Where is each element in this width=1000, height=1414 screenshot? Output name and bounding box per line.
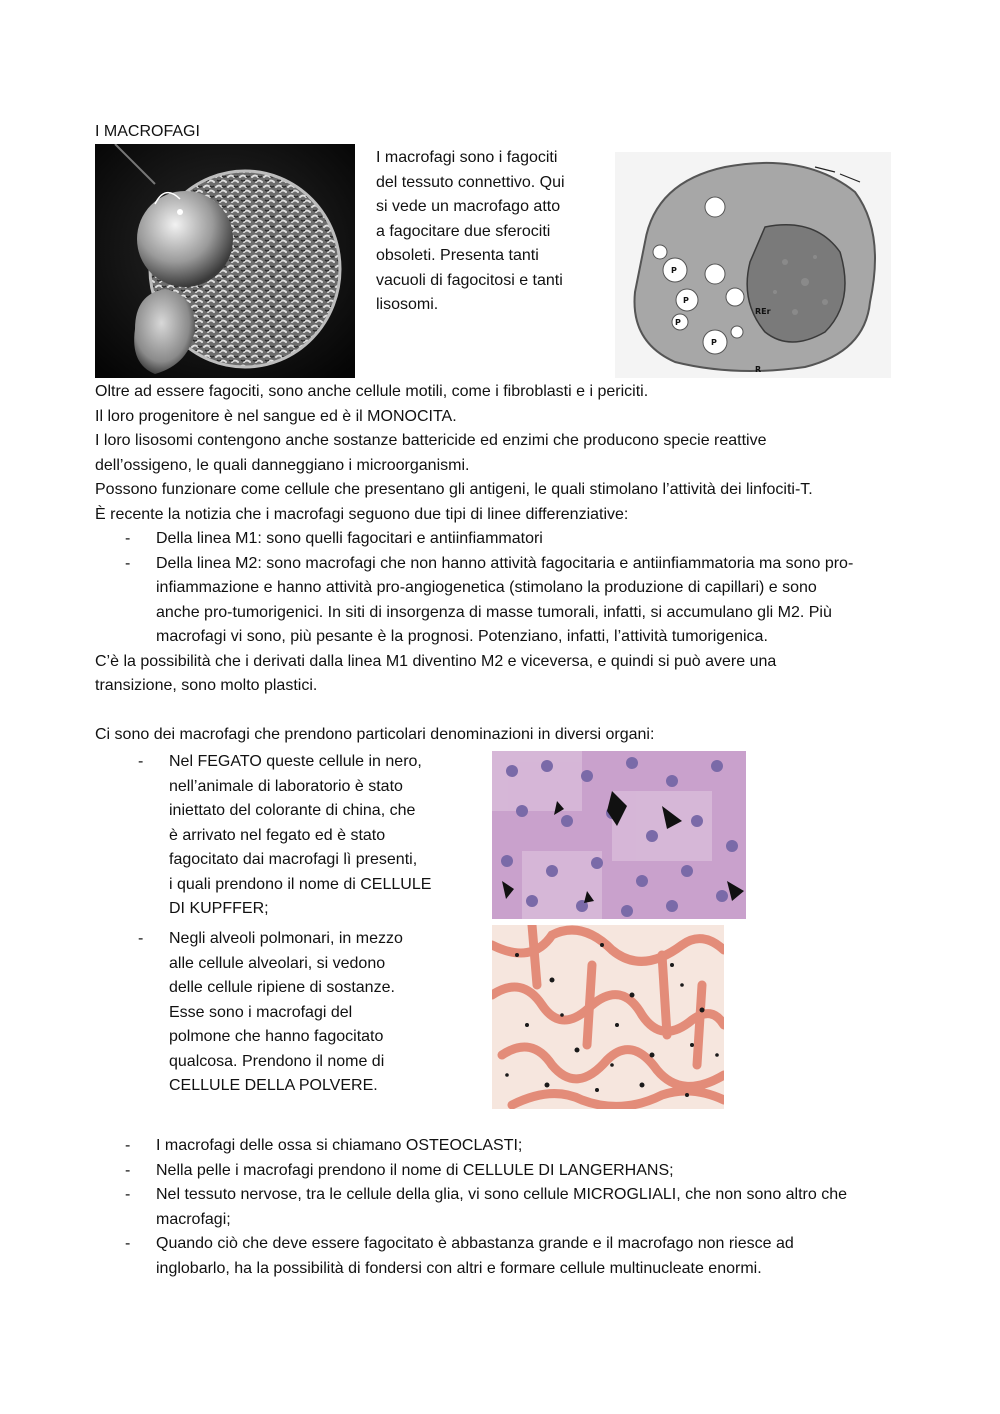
list-item bbox=[95, 1134, 915, 1159]
dust-cells-item bbox=[138, 927, 428, 1099]
list-item bbox=[95, 1232, 915, 1281]
em-label: P bbox=[675, 318, 681, 327]
kupffer-line: DI KUPFFER; bbox=[169, 900, 269, 917]
intro-line: lisosomi. bbox=[376, 296, 439, 313]
em-label: P bbox=[711, 338, 717, 347]
paragraph-line: I loro lisosomi contengono anche sostanze battericide ed enzimi che producono specie reattive bbox=[95, 432, 767, 449]
list-line: Della linea M1: sono quelli fagocitari e antiinfiammatori bbox=[156, 530, 543, 547]
polvere-line: qualcosa. Prendono il nome di bbox=[169, 1052, 385, 1070]
list-line: anche pro-tumorigenici. In siti di insorgenza di masse tumorali, infatti, si accumulano gli M2. Più bbox=[156, 603, 832, 621]
bullet-dash: - bbox=[138, 753, 144, 770]
paragraph-line: transizione, sono molto plastici. bbox=[95, 677, 318, 694]
em-label: P bbox=[671, 266, 677, 275]
intro-line: I macrofagi sono i fagociti bbox=[376, 149, 558, 166]
list-line: inglobarlo, ha la possibilità di fondersi con altri e formare cellule multinucleate enormi. bbox=[156, 1259, 762, 1277]
bullet-dash: - bbox=[125, 1186, 131, 1203]
kupffer-line: fagocitato dai macrofagi lì presenti, bbox=[169, 851, 418, 868]
polvere-line: Esse sono i macrofagi del bbox=[169, 1003, 353, 1021]
kupffer-line: Nel FEGATO queste cellule in nero, bbox=[169, 753, 422, 770]
list-item bbox=[95, 1183, 915, 1232]
paragraph-line: È recente la notizia che i macrofagi seguono due tipi di linee differenziative: bbox=[95, 505, 629, 523]
paragraph-line: dell’ossigeno, le quali danneggiano i microorganismi. bbox=[95, 456, 470, 474]
list-line: Della linea M2: sono macrofagi che non hanno attività fagocitaria e antiinfiammatoria ma sono pro- bbox=[156, 554, 854, 572]
list-line: infiammazione e hanno attività pro-angiogenetica (stimolano la produzione di capillari) e sono bbox=[156, 579, 817, 596]
liver-histology-image bbox=[492, 751, 746, 919]
kupffer-line: iniettato del colorante di china, che bbox=[169, 802, 416, 819]
em-label: R bbox=[755, 365, 762, 374]
intro-line: si vede un macrofago atto bbox=[376, 198, 561, 215]
intro-line: a fagocitare due sferociti bbox=[376, 222, 551, 240]
organs-intro: Ci sono dei macrofagi che prendono particolari denominazioni in diversi organi: bbox=[95, 726, 655, 743]
lines-list bbox=[95, 527, 915, 650]
polvere-line: delle cellule ripiene di sostanze. bbox=[169, 979, 395, 996]
kupffer-line: è arrivato nel fegato ed è stato bbox=[169, 826, 386, 844]
list-line: macrofagi vi sono, più pesante è la prognosi. Potenziano, infatti, l’attività tumorigenica. bbox=[156, 628, 768, 645]
kupffer-item bbox=[138, 750, 448, 922]
kupffer-line: nell’animale di laboratorio è stato bbox=[169, 777, 403, 795]
paragraph-line: C’è la possibilità che i derivati dalla linea M1 diventino M2 e viceversa, e quindi si può avere una bbox=[95, 652, 777, 670]
em-label: P bbox=[683, 296, 689, 305]
bullet-dash: - bbox=[138, 930, 144, 947]
lung-histology-image bbox=[492, 925, 724, 1109]
bullet-dash: - bbox=[125, 530, 131, 547]
list-line: macrofagi; bbox=[156, 1210, 231, 1228]
page-title: I MACROFAGI bbox=[95, 123, 200, 140]
polvere-line: Negli alveoli polmonari, in mezzo bbox=[169, 930, 403, 947]
polvere-line: polmone che hanno fagocitato bbox=[169, 1028, 384, 1045]
paragraph-line: Oltre ad essere fagociti, sono anche cellule motili, come i fibroblasti e i periciti. bbox=[95, 383, 649, 400]
intro-line: vacuoli di fagocitosi e tanti bbox=[376, 271, 563, 289]
sem-macrophage-image bbox=[95, 144, 355, 378]
intro-text bbox=[376, 146, 591, 318]
kupffer-line: i quali prendono il nome di CELLULE bbox=[169, 875, 432, 893]
polvere-line: CELLULE DELLA POLVERE. bbox=[169, 1077, 378, 1094]
body-text bbox=[95, 380, 915, 748]
list-item bbox=[95, 1159, 915, 1184]
list-line: Nella pelle i macrofagi prendono il nome di CELLULE DI LANGERHANS; bbox=[156, 1161, 674, 1179]
bullet-dash: - bbox=[125, 1161, 131, 1179]
bullet-dash: - bbox=[125, 1235, 131, 1252]
polvere-line: alle cellule alveolari, si vedono bbox=[169, 954, 386, 972]
em-label: REr bbox=[755, 307, 771, 316]
bottom-list bbox=[95, 1134, 915, 1281]
intro-line: del tessuto connettivo. Qui bbox=[376, 173, 565, 191]
list-item bbox=[95, 527, 915, 552]
tem-macrophage-image bbox=[615, 152, 891, 378]
list-line: I macrofagi delle ossa si chiamano OSTEOCLASTI; bbox=[156, 1137, 523, 1154]
intro-line: obsoleti. Presenta tanti bbox=[376, 247, 539, 264]
bullet-dash: - bbox=[125, 1137, 131, 1154]
paragraph-line: Il loro progenitore è nel sangue ed è il MONOCITA. bbox=[95, 407, 457, 425]
list-line: Quando ciò che deve essere fagocitato è abbastanza grande e il macrofago non riesce ad bbox=[156, 1235, 794, 1252]
list-line: Nel tessuto nervose, tra le cellule della glia, vi sono cellule MICROGLIALI, che non sono altro che bbox=[156, 1186, 848, 1203]
bullet-dash: - bbox=[125, 554, 131, 572]
paragraph-line: Possono funzionare come cellule che presentano gli antigeni, le quali stimolano l’attività dei linfociti-T. bbox=[95, 481, 813, 498]
list-item bbox=[95, 552, 915, 650]
